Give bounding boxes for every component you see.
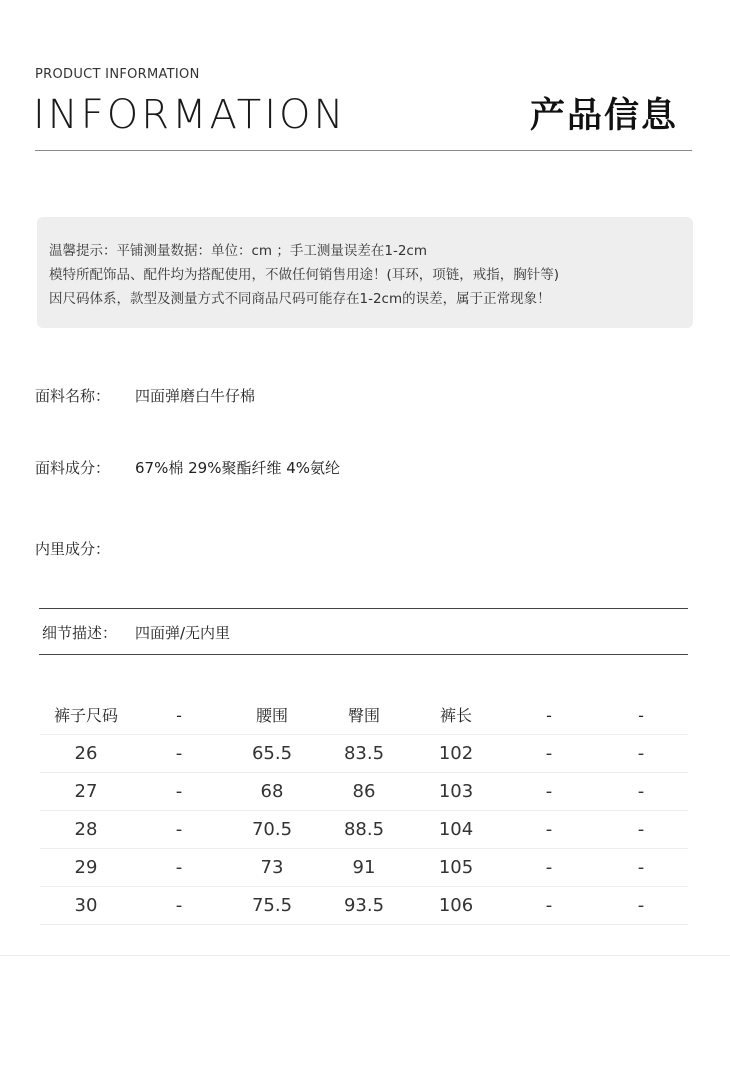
table-cell: - [545,857,553,878]
table-row [40,735,688,773]
header-cell: 裤子尺码 [53,706,118,725]
table-cell: 88.5 [343,819,385,840]
spec-label: 面料名称： [35,387,111,405]
table-cell: - [637,819,645,840]
table-cell: - [637,895,645,916]
table-row [40,849,688,887]
table-cell: - [175,743,183,764]
table-cell: - [175,895,183,916]
table-cell: 93.5 [343,895,385,916]
table-cell: 70.5 [251,819,293,840]
size-table [40,697,688,925]
page-title: INFORMATION [33,92,347,138]
table-cell: 86 [352,781,376,802]
table-cell: 83.5 [343,743,385,764]
table-cell: - [175,781,183,802]
page-title-chinese: 产品信息 [529,96,678,136]
details-top-divider [39,608,688,609]
notice-box [37,217,693,328]
table-cell: 75.5 [251,895,293,916]
table-cell: - [637,743,645,764]
notice-line: 模特所配饰品、配件均为搭配使用，不做任何销售用途！(耳环，项链，戒指，胸针等) [49,267,560,283]
table-cell: 30 [74,895,98,916]
table-cell: - [637,781,645,802]
table-cell: 106 [438,895,474,916]
table-cell: 73 [260,857,284,878]
spec-value: 67%棉 29%聚酯纤维 4%氨纶 [135,459,341,477]
spec-label: 内里成分： [35,540,111,558]
table-row [40,773,688,811]
table-cell: 102 [438,743,474,764]
table-cell: 103 [438,781,474,802]
spec-label: 面料成分： [35,459,111,477]
details-bottom-divider [39,654,688,655]
header-cell: - [176,706,182,725]
header-cell: - [638,706,644,725]
table-cell: 28 [74,819,98,840]
table-cell: - [545,819,553,840]
spec-value: 四面弹/无内里 [135,624,231,642]
header-cell: 臀围 [347,706,380,725]
footer-divider [0,955,730,956]
table-cell: - [545,781,553,802]
table-cell: 27 [74,781,98,802]
table-cell: 29 [74,857,98,878]
spec-fabric-composition [35,457,340,478]
notice-line: 因尺码体系，款型及测量方式不同商品尺码可能存在1-2cm的误差，属于正常现象！ [49,291,551,307]
header-cell: - [546,706,552,725]
table-cell: - [637,857,645,878]
table-cell: 91 [352,857,376,878]
table-cell: - [175,819,183,840]
table-row [40,887,688,925]
table-cell: 104 [438,819,474,840]
table-cell: 105 [438,857,474,878]
spec-fabric-name [35,385,255,406]
notice-line: 温馨提示：平铺测量数据：单位：cm ；手工测量误差在1-2cm [49,243,427,259]
header-cell: 裤长 [439,706,472,725]
table-cell: 26 [74,743,98,764]
spec-label: 细节描述： [42,624,118,642]
spec-lining [35,538,135,559]
size-table-header [40,697,688,735]
spec-details [42,622,230,643]
header-cell: 腰围 [255,706,288,725]
page-subtitle: PRODUCT INFORMATION [35,67,200,82]
table-cell: 65.5 [251,743,293,764]
spec-value: 四面弹磨白牛仔棉 [135,387,256,405]
table-cell: 68 [260,781,284,802]
table-row [40,811,688,849]
header-divider [35,150,692,151]
table-cell: - [545,895,553,916]
table-cell: - [545,743,553,764]
table-cell: - [175,857,183,878]
